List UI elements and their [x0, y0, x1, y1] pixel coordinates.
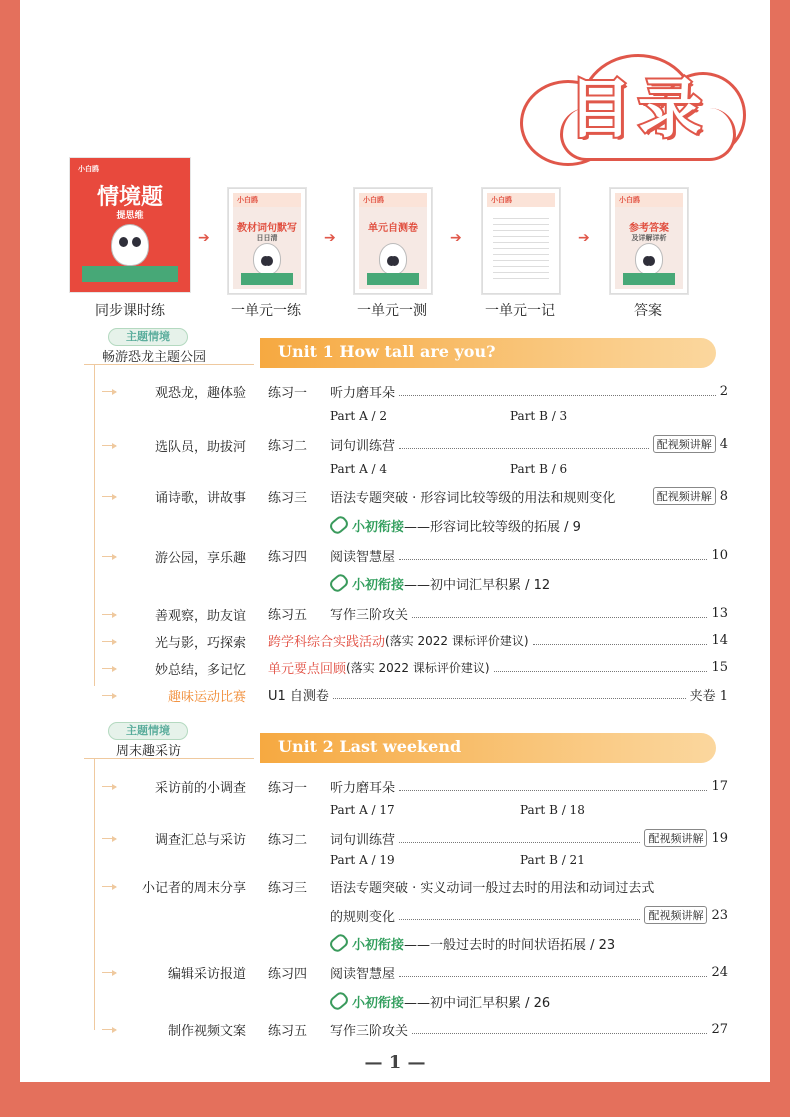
tree-line: [94, 758, 95, 1030]
unit1-side-5: 善观察，助友谊: [154, 609, 246, 624]
exercise-title: 写作三阶攻关: [330, 1023, 409, 1039]
mascot-image: [379, 243, 407, 275]
toc-row[interactable]: [268, 827, 728, 849]
bridge-link[interactable]: [330, 990, 730, 1012]
bridge-text: ——初中词汇早积累 / 26: [404, 995, 551, 1011]
book-cover-4: [482, 188, 560, 294]
page-number: 27: [711, 1021, 728, 1037]
video-badge[interactable]: 配视频讲解: [653, 435, 716, 453]
book-stand: [367, 273, 419, 285]
exercise-title: 语法专题突破 · 实义动词一般过去时的用法和动词过去式: [330, 880, 655, 896]
page-title: 目录: [568, 73, 708, 147]
toc-row[interactable]: [268, 775, 728, 797]
unit1-title: Unit 1 How tall are you?: [278, 342, 496, 361]
branch-arrow-icon: [102, 786, 116, 787]
book-caption-3: 一单元一测: [357, 303, 427, 319]
exercise-number: 练习四: [268, 966, 308, 982]
exercise-title: 阅读智慧屋: [330, 966, 396, 982]
arrow-icon: ➔: [324, 230, 336, 246]
branch-arrow-icon: [102, 668, 116, 669]
book-title: 参考答案: [629, 223, 669, 234]
exercise-number: 练习三: [268, 490, 308, 506]
page-number: 4: [719, 436, 728, 452]
book-logo: 小白鸥: [363, 196, 384, 204]
toc-row[interactable]: [268, 904, 728, 926]
book-cover-5: [610, 188, 688, 294]
book-title: 教材词句默写: [237, 223, 297, 234]
video-badge[interactable]: 配视频讲解: [644, 829, 707, 847]
book-title: 情境题: [96, 185, 163, 210]
unit2-side-5: 制作视频文案: [167, 1024, 246, 1039]
exercise-number: 练习一: [268, 385, 308, 401]
unit1-title-bar: [260, 338, 716, 368]
theme-tag: 主题情境: [108, 328, 188, 346]
part-b-link[interactable]: Part B / 6: [510, 462, 568, 476]
page-number: 夹卷 1: [689, 688, 728, 704]
part-b-link[interactable]: Part B / 18: [520, 803, 585, 817]
branch-arrow-icon: [102, 838, 116, 839]
branch-arrow-icon: [102, 972, 116, 973]
book-logo: 小白鸥: [619, 196, 640, 204]
book-caption-4: 一单元一记: [485, 303, 555, 319]
exercise-number: 练习三: [268, 880, 308, 896]
toc-row[interactable]: [268, 602, 728, 624]
theme-tag: 主题情境: [108, 722, 188, 740]
unit2-title: Unit 2 Last weekend: [278, 737, 462, 756]
theme-underline: [84, 364, 254, 381]
page-number: 19: [711, 830, 728, 846]
unit2-theme: 周末趣采访: [116, 744, 182, 759]
exercise-number: 练习二: [268, 438, 308, 454]
review-note: (落实 2022 课标评价建议): [346, 660, 490, 675]
page-number: 24: [711, 964, 728, 980]
part-a-link[interactable]: Part A / 4: [330, 462, 388, 476]
book-subtitle: 及详解详析: [631, 234, 667, 242]
bridge-label: 小初衔接: [352, 995, 405, 1011]
link-icon: [328, 572, 351, 594]
book-stand: [623, 273, 675, 285]
bridge-label: 小初衔接: [352, 937, 405, 953]
toc-row[interactable]: [268, 629, 728, 651]
page-number: 13: [711, 605, 728, 621]
activity-note: (落实 2022 课标评价建议): [385, 633, 529, 648]
unit1-side-7: 妙总结，多记忆: [154, 663, 246, 678]
bridge-label: 小初衔接: [352, 577, 405, 593]
part-a-link[interactable]: Part A / 2: [330, 409, 388, 423]
arrow-icon: ➔: [450, 230, 462, 246]
theme-underline: [84, 758, 254, 775]
book-title: 单元自测卷: [368, 223, 418, 234]
branch-arrow-icon: [102, 886, 116, 887]
book-logo: 小白鸥: [491, 196, 512, 204]
unit1-side-1: 观恐龙，趣体验: [154, 386, 246, 401]
book-cover-1: [70, 158, 190, 292]
unit1-side-2: 选队员，助拔河: [154, 440, 246, 455]
branch-arrow-icon: [102, 641, 116, 642]
arrow-icon: ➔: [198, 230, 210, 246]
exercise-number: 练习一: [268, 780, 308, 796]
book-caption-1: 同步课时练: [95, 303, 165, 319]
page-sheet: [20, 0, 770, 1082]
exercise-number: 练习五: [268, 1023, 308, 1039]
exercise-title: 词句训练营: [330, 438, 396, 454]
page-number: 15: [711, 659, 728, 675]
bridge-link[interactable]: [330, 514, 730, 536]
mascot-image: [253, 243, 281, 275]
branch-arrow-icon: [102, 695, 116, 696]
book-subtitle: 日日清: [256, 234, 278, 242]
toc-row[interactable]: [268, 683, 728, 705]
exercise-number: 练习五: [268, 607, 308, 623]
unit1-side-3: 诵诗歌，讲故事: [154, 491, 246, 506]
toc-row[interactable]: [268, 485, 728, 507]
book-caption-5: 答案: [634, 303, 662, 319]
bridge-link[interactable]: [330, 572, 730, 594]
book-caption-2: 一单元一练: [231, 303, 301, 319]
branch-arrow-icon: [102, 391, 116, 392]
exercise-title: 听力磨耳朵: [330, 780, 396, 796]
book-logo: 小白鸥: [237, 196, 258, 204]
bridge-text: ——一般过去时的时间状语拓展 / 23: [404, 937, 616, 953]
exercise-title: 语法专题突破 · 形容词比较等级的用法和规则变化: [330, 490, 616, 506]
exercise-title: 阅读智慧屋: [330, 549, 396, 565]
page-number: 2: [719, 383, 728, 399]
exercise-number: 练习四: [268, 549, 308, 565]
toc-row[interactable]: [268, 961, 728, 983]
unit1-side-4: 游公园，享乐趣: [154, 551, 246, 566]
tree-line: [94, 364, 95, 686]
bridge-text: ——初中词汇早积累 / 12: [404, 577, 551, 593]
activity-title: 跨学科综合实践活动: [268, 634, 386, 650]
toc-row[interactable]: [268, 433, 728, 455]
bridge-text: ——形容词比较等级的拓展 / 9: [404, 519, 581, 535]
exercise-title-cont: 的规则变化: [330, 909, 396, 925]
mascot-image: [635, 243, 663, 275]
unit2-side-2: 调查汇总与采访: [154, 833, 246, 848]
unit1-theme: 畅游恐龙主题公园: [102, 350, 207, 365]
text-lines-image: [493, 213, 549, 283]
link-icon: [328, 514, 351, 536]
part-a-link[interactable]: Part A / 17: [330, 803, 395, 817]
page-number: 14: [711, 632, 728, 648]
page-number: 8: [719, 488, 728, 504]
page-number: 10: [711, 547, 728, 563]
unit2-title-bar: [260, 733, 716, 763]
page-number: 23: [711, 907, 728, 923]
toc-row[interactable]: [268, 875, 728, 897]
branch-arrow-icon: [102, 496, 116, 497]
book-stand: [241, 273, 293, 285]
branch-arrow-icon: [102, 614, 116, 615]
arrow-icon: ➔: [578, 230, 590, 246]
unit1-side-6: 光与影，巧探索: [154, 636, 246, 651]
part-a-link[interactable]: Part A / 19: [330, 853, 395, 867]
page-number: 17: [711, 778, 728, 794]
part-b-link[interactable]: Part B / 3: [510, 409, 568, 423]
mascot-image: [111, 224, 149, 266]
exercise-title: 听力磨耳朵: [330, 385, 396, 401]
link-icon: [328, 932, 351, 954]
bridge-link[interactable]: [330, 932, 730, 954]
bridge-label: 小初衔接: [352, 519, 405, 535]
toc-row[interactable]: [268, 544, 728, 566]
book-cover-2: [228, 188, 306, 294]
exercise-number: 练习二: [268, 832, 308, 848]
unit1-side-8: 趣味运动比赛: [167, 690, 246, 705]
toc-row[interactable]: [268, 656, 728, 678]
video-badge[interactable]: 配视频讲解: [644, 906, 707, 924]
toc-row[interactable]: [268, 1018, 728, 1040]
branch-arrow-icon: [102, 556, 116, 557]
page-number-footer: — 1 —: [364, 1052, 426, 1073]
book-cover-3: [354, 188, 432, 294]
review-title: 单元要点回顾: [268, 661, 347, 677]
toc-row[interactable]: [268, 380, 728, 402]
book-logo: 小白鸥: [78, 165, 99, 173]
video-badge[interactable]: 配视频讲解: [653, 487, 716, 505]
unit2-side-4: 编辑采访报道: [167, 967, 246, 982]
unit2-side-3: 小记者的周末分享: [141, 881, 246, 896]
link-icon: [328, 990, 351, 1012]
unit2-side-1: 采访前的小调查: [154, 781, 246, 796]
book-stand: [82, 266, 178, 282]
branch-arrow-icon: [102, 445, 116, 446]
exercise-title: 词句训练营: [330, 832, 396, 848]
exercise-title: 写作三阶攻关: [330, 607, 409, 623]
book-subtitle: 提思维: [116, 211, 144, 221]
branch-arrow-icon: [102, 1029, 116, 1030]
part-b-link[interactable]: Part B / 21: [520, 853, 585, 867]
test-title: U1 自测卷: [268, 688, 329, 704]
